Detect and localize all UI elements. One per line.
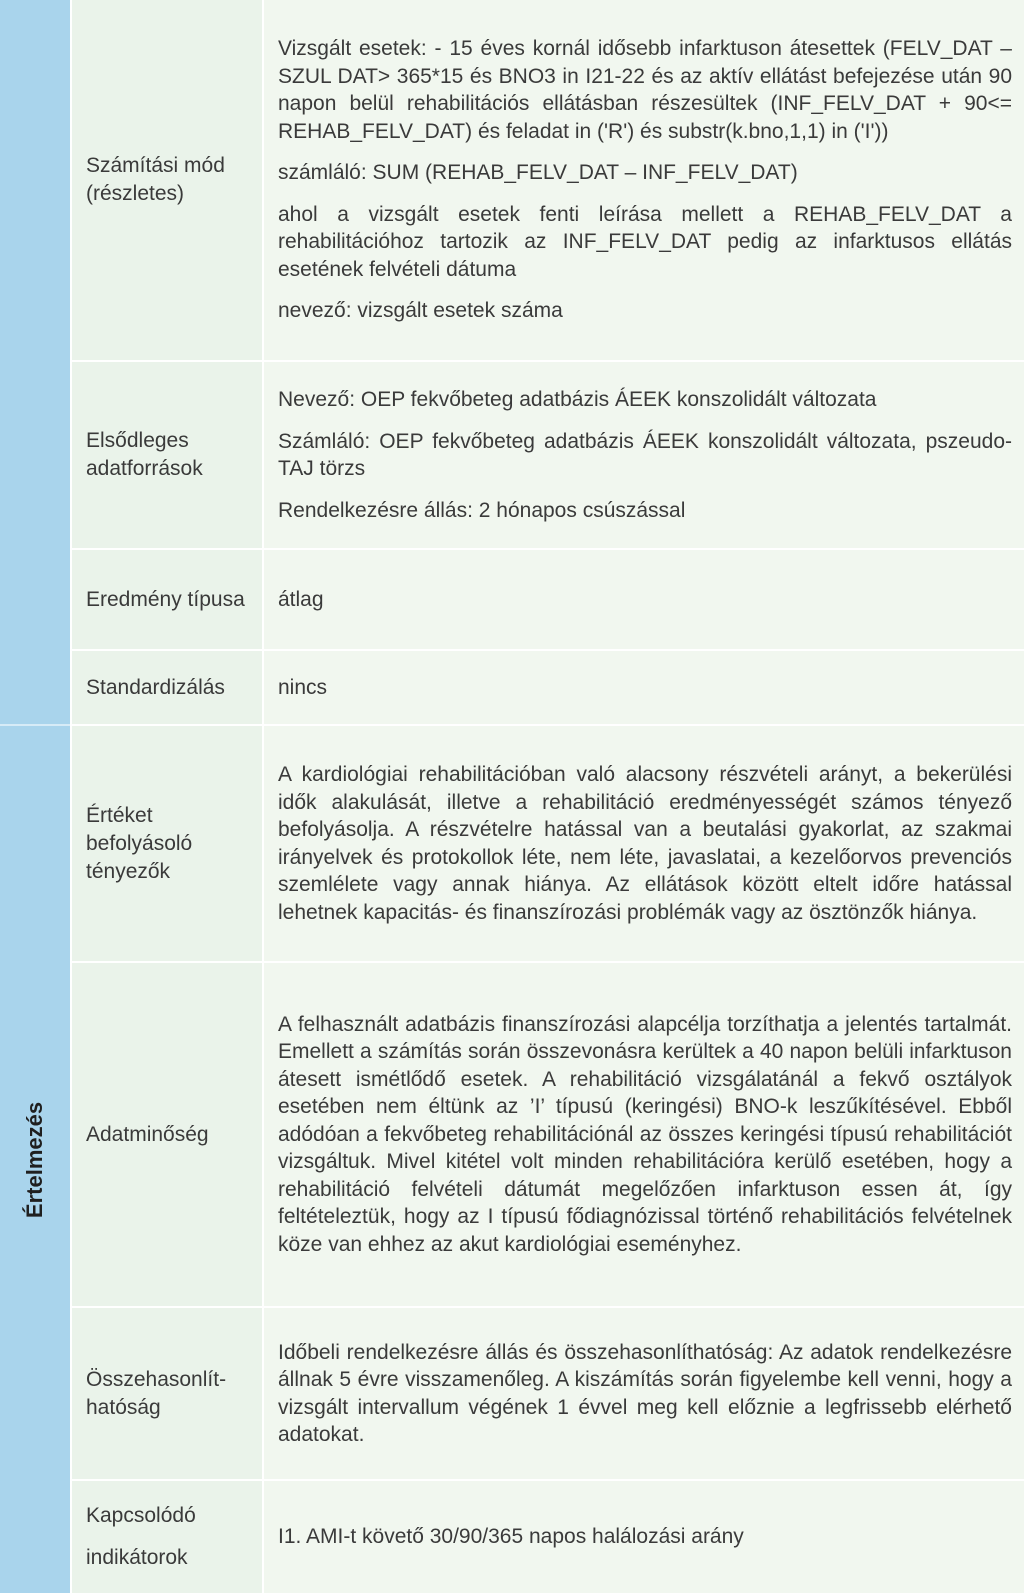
row-value [264,726,1024,961]
row-label: Számítási mód (részletes) [72,0,262,360]
row-value [264,651,1024,724]
section-band-interpretation [0,726,70,1593]
row-label: Összehasonlít-hatóság [72,1308,262,1479]
row-value [264,1481,1024,1593]
row-label: Értéket befolyásoló tényezők [72,726,262,961]
row-label: Standardizálás [72,651,262,724]
row-primary-data-sources [72,362,1024,550]
row-data-quality [72,963,1024,1308]
row-value [264,1308,1024,1479]
row-value [264,963,1024,1306]
row-standardization [72,651,1024,726]
row-influencing-factors [72,726,1024,963]
row-label: Kapcsolódó indikátorok [72,1481,262,1593]
row-label: Adatminőség [72,963,262,1306]
value-paragraph: számláló: SUM (REHAB_FELV_DAT – INF_FELV_DAT) [278,161,798,185]
section-band-top [0,0,70,726]
row-result-type [72,550,1024,651]
value-paragraph: ahol a vizsgált esetek fenti leírása mellett a REHAB_FELV_DAT a rehabilitációhoz tartozik az INF_FELV_DAT pedig az infarktusos ellátás esetének felvételi dátuma [278,202,1012,281]
row-calculation-method [72,0,1024,362]
value-paragraph: Időbeli rendelkezésre állás és összehasonlíthatóság: Az adatok rendelkezésre állnak 5 évre visszamenőleg. A kiszámítás során figyelembe kell venni, hogy a vizsgált intervallum végének 1 évvel meg kell előznie a legfrissebb elérhető adatokat. [278,1340,1012,1446]
value-paragraph: I1. AMI-t követő 30/90/365 napos halálozási arány [278,1525,744,1549]
row-comparability [72,1308,1024,1481]
value-paragraph: Nevező: OEP fekvőbeteg adatbázis ÁEEK konszolidált változata [278,388,877,411]
value-paragraph: Vizsgált esetek: - 15 éves kornál idősebb infarktuson átesettek (FELV_DAT – SZUL DAT> 365*15 és BNO3 in I21-22 és az aktív ellátást befejezése után 90 napon belül rehabilitációs ellátásban részesültek (INF_FELV_DAT + 90<= REHAB_FELV_DAT) és feladat in ('R') és substr(k.bno,1,1) in ('I')) [278,37,1012,143]
value-paragraph: Számláló: OEP fekvőbeteg adatbázis ÁEEK konszolidált változata, pszeudo-TAJ törzs [278,429,1012,480]
row-value [264,362,1024,548]
section-label: Értelmezés [22,1101,47,1218]
value-paragraph: A felhasznált adatbázis finanszírozási alapcélja torzíthatja a jelentés tartalmát. Emellett a számítás során összevonásra kerültek a 40 napon belüli infarktuson átesett ismétlődő esetek. A rehabilitáció vizsgálatánál a fekvő osztályok esetében nem éltünk az ’I’ típusú (keringési) BNO-k leszűkítésével. Ebből adódóan a fekvőbeteg rehabilitációnál az összes keringési típusú rehabilitációt vizsgáltuk. Mivel kitétel volt minden rehabilitációra kerülő esetében, hogy a rehabilitáció felvételi dátumát megelőzően infarktuson essen át, így feltételeztük, hogy az I típusú fődiagnózissal történő rehabilitációs felvételnek köze van ehhez az akut kardiológiai eseményhez. [278,1012,1012,1256]
row-label: Elsődleges adatforrások [72,362,262,548]
row-label: Eredmény típusa [72,550,262,649]
row-value [264,0,1024,360]
value-paragraph: nincs [278,675,328,699]
row-related-indicators [72,1481,1024,1593]
value-paragraph: Rendelkezésre állás: 2 hónapos csúszással [278,498,686,522]
row-value [264,550,1024,649]
value-paragraph: nevező: vizsgált esetek száma [278,299,563,323]
value-paragraph: átlag [278,587,324,611]
value-paragraph: A kardiológiai rehabilitációban való alacsony részvételi arányt, a bekerülési idők alakulását, illetve a rehabilitáció eredményességét számos tényező befolyásolja. A részvételre hatással van a beutalási gyakorlat, az szakmai irányelvek és protokollok léte, nem léte, javaslatai, a kezelőorvos prevenciós szemlélete vagy annak hiánya. Az ellátások között eltelt időre hatással lehetnek kapacitás- és finanszírozási problémák vagy az ösztönzők hiánya. [278,763,1012,924]
